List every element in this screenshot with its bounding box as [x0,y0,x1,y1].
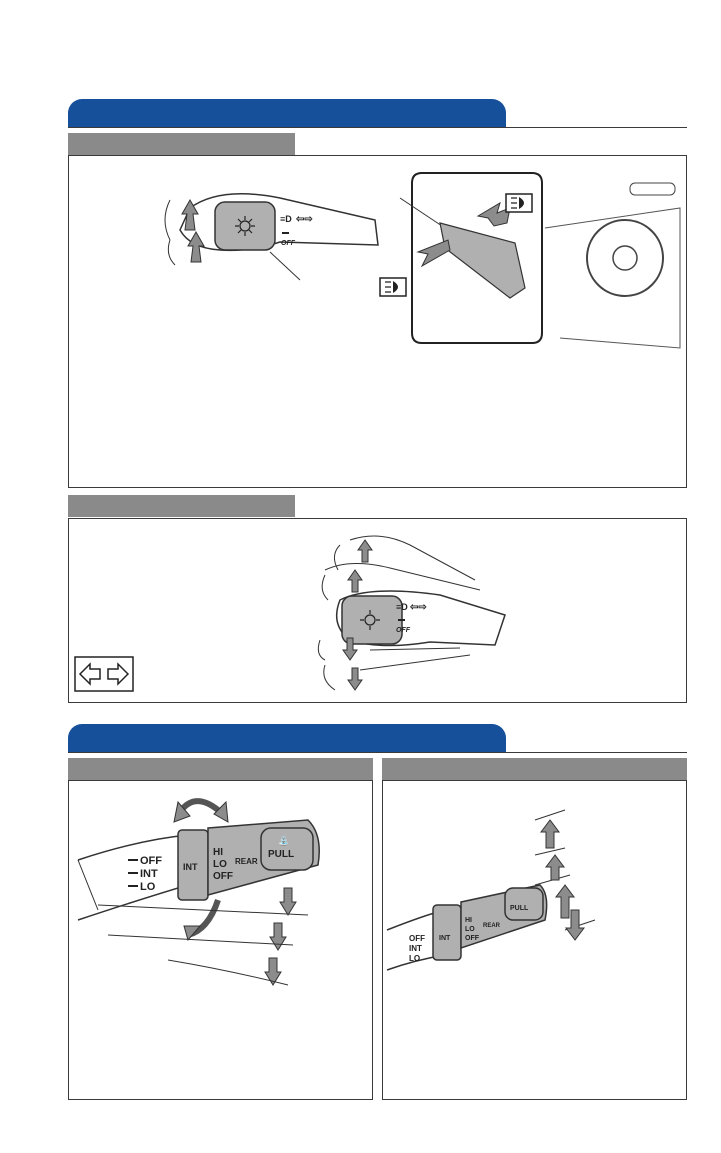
rear-panel-off-label: OFF [409,934,425,943]
off-position-label: OFF [396,627,410,634]
rear-panel-hi-label: HI [465,917,472,924]
high-beam-icon: ≡D [396,602,408,612]
pull-label: PULL [268,849,295,860]
windshield-wipers-subheader [68,758,373,780]
front-off-label: OFF [140,855,162,867]
front-lo-label: LO [140,881,156,893]
banner-rule [68,127,687,128]
lights-section-banner [68,99,506,127]
front-lo-setting-label: LO [213,859,227,870]
turn-signal-indicator-icon [74,656,134,692]
turn-signal-arrows-icon: ⇦⇨ [296,214,313,225]
rear-panel-off-setting-label: OFF [465,935,479,942]
rear-wiper-subheader [382,758,687,780]
high-beam-icon: ≡D [280,214,292,224]
ring-int-label: INT [183,862,198,872]
rear-panel-rear-label: REAR [483,923,501,929]
headlight-lever-illustration [160,190,390,280]
front-int-label: INT [140,868,158,880]
rear-panel-int-label: INT [409,944,422,953]
headlight-flash-inset [360,168,690,348]
washer-icon: ⛲ [278,836,290,846]
off-position-label: OFF [281,240,295,247]
headlights-subheader [68,133,295,155]
rear-label: REAR [235,857,258,866]
front-off-setting-label: OFF [213,871,233,882]
rear-wiper-lever-illustration [385,810,605,980]
turn-signal-arrows-icon: ⇦⇨ [410,602,427,613]
rear-panel-pull-label: PULL [510,905,529,912]
turn-signal-lever-illustration [310,530,510,695]
banner-rule [68,752,687,753]
wiper-lever-illustration [78,790,368,1000]
rear-panel-lo-label: LO [409,954,421,963]
front-hi-label: HI [213,847,223,858]
turn-signals-subheader [68,495,295,517]
rear-ring-int-label: INT [439,935,451,942]
rear-panel-lo-setting-label: LO [465,926,475,933]
wipers-section-banner [68,724,506,752]
